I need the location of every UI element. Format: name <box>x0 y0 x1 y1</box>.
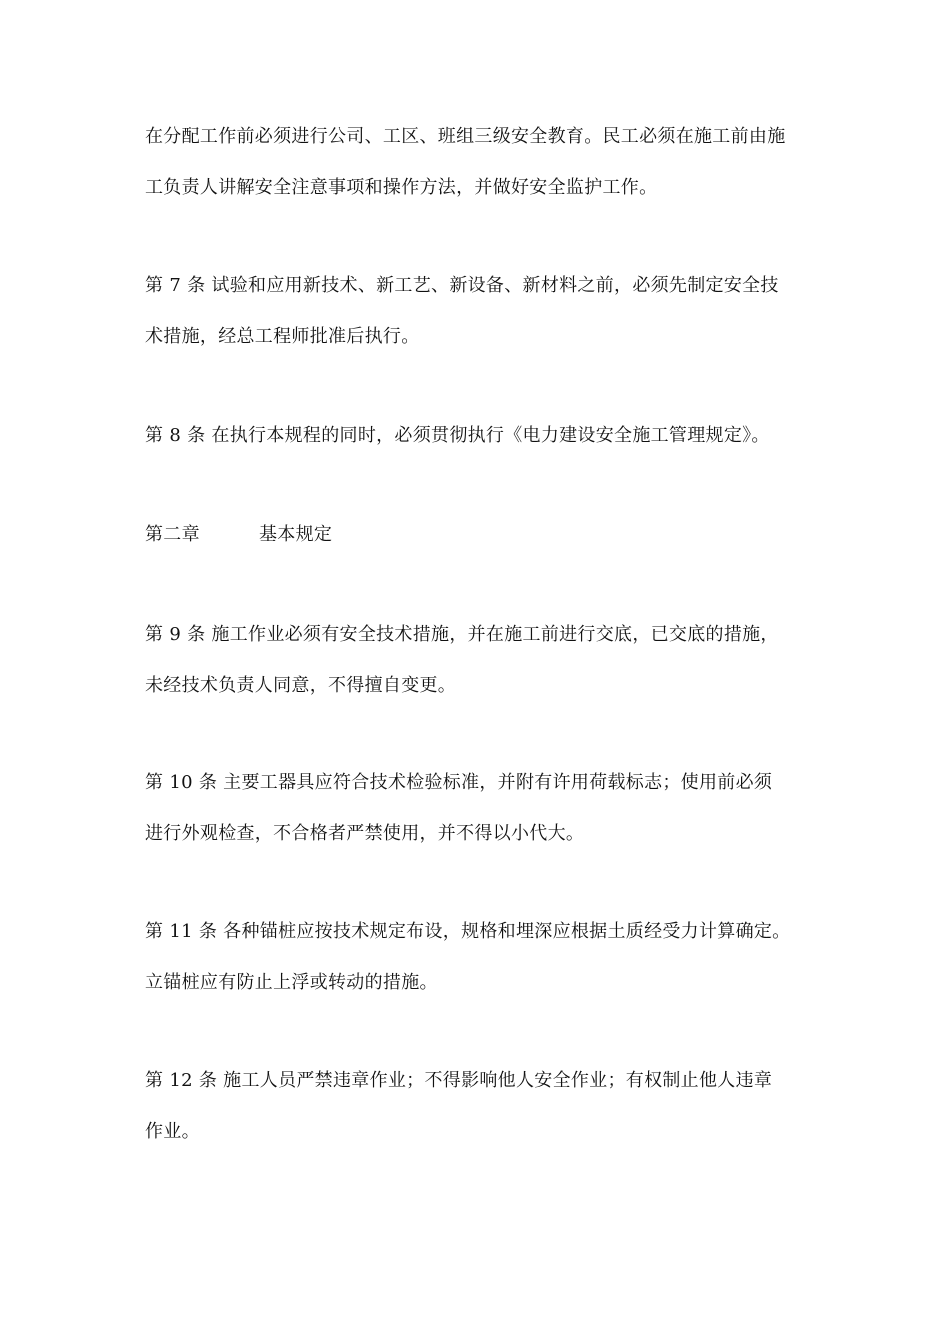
article-10 <box>145 757 810 859</box>
paragraph-line: 工负责人讲解安全注意事项和操作方法，并做好安全监护工作。 <box>145 177 658 198</box>
chapter-title: 基本规定 <box>259 524 333 545</box>
chapter-number: 第二章 <box>145 524 200 545</box>
article-8 <box>145 410 810 461</box>
paragraph-line: 进行外观检查，不合格者严禁使用，并不得以小代大。 <box>145 823 585 844</box>
paragraph-line: 第 12 条 施工人员严禁违章作业；不得影响他人安全作业；有权制止他人违章 <box>145 1070 773 1091</box>
paragraph-line: 第 10 条 主要工器具应符合技术检验标准，并附有许用荷载标志；使用前必须 <box>145 772 773 793</box>
paragraph-education <box>145 111 810 213</box>
chapter-heading-line <box>145 509 810 560</box>
article-9 <box>145 609 810 711</box>
article-11 <box>145 906 810 1008</box>
article-7 <box>145 260 810 362</box>
paragraph-line: 第 11 条 各种锚桩应按技术规定布设，规格和埋深应根据土质经受力计算确定。 <box>145 921 791 942</box>
article-12 <box>145 1055 810 1157</box>
paragraph-line: 作业。 <box>145 1121 200 1142</box>
paragraph-line: 术措施，经总工程师批准后执行。 <box>145 326 420 347</box>
chapter-heading <box>145 509 810 560</box>
paragraph-line: 在分配工作前必须进行公司、工区、班组三级安全教育。民工必须在施工前由施 <box>145 126 786 147</box>
paragraph-line: 第 8 条 在执行本规程的同时，必须贯彻执行《电力建设安全施工管理规定》。 <box>145 425 770 446</box>
paragraph-line: 第 7 条 试验和应用新技术、新工艺、新设备、新材料之前，必须先制定安全技 <box>145 275 779 296</box>
paragraph-line: 第 9 条 施工作业必须有安全技术措施，并在施工前进行交底，已交底的措施， <box>145 624 779 645</box>
paragraph-line: 立锚桩应有防止上浮或转动的措施。 <box>145 972 438 993</box>
paragraph-line: 未经技术负责人同意，不得擅自变更。 <box>145 675 457 696</box>
